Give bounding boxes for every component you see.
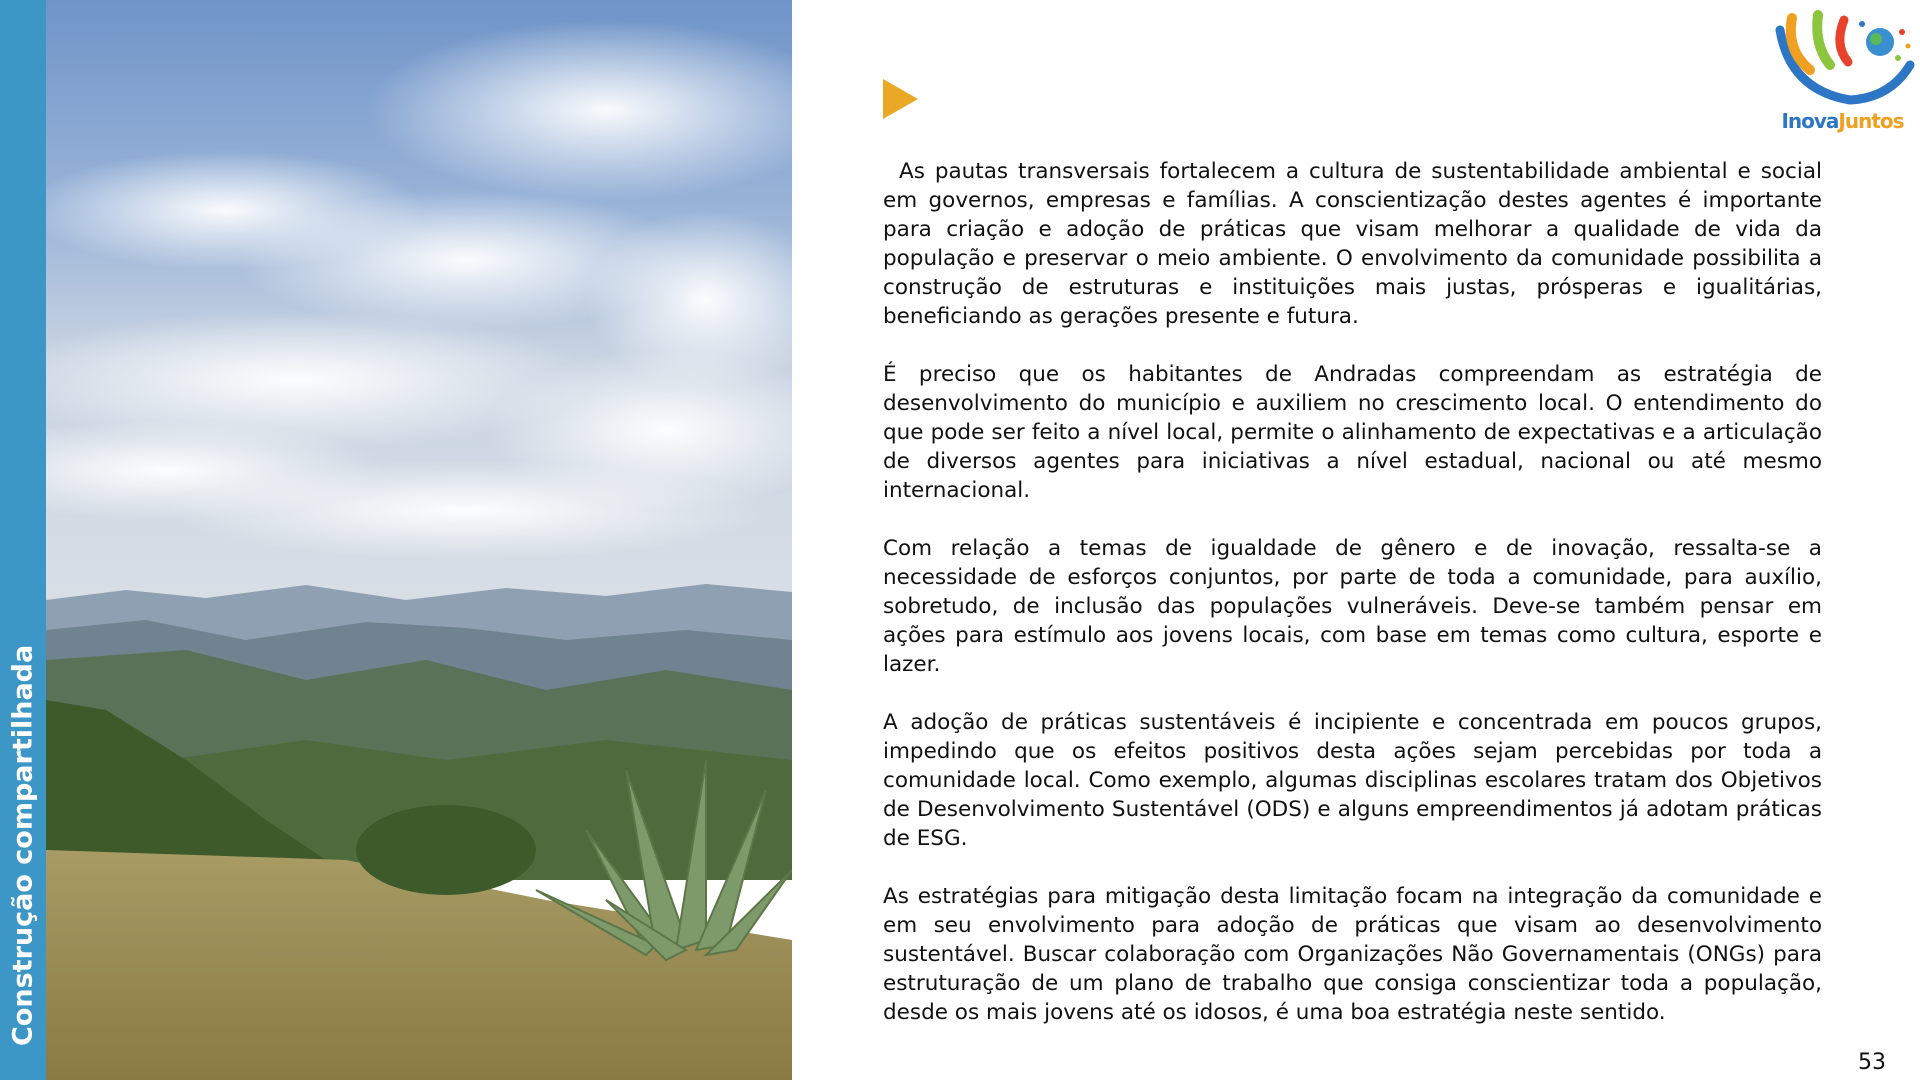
play-arrow-icon	[883, 79, 918, 119]
landscape-photo	[46, 0, 792, 1080]
section-title: Construção compartilhada	[7, 644, 39, 1046]
page-number: 53	[1858, 1050, 1886, 1075]
paragraph: A adoção de práticas sustentáveis é incipiente e concentrada em poucos grupos, impedindo que os efeitos positivos desta ações sejam percebidas por toda a comunidade local. Como exemplo, algumas disciplinas escolares tratam dos Objetivos de Desenvolvimento Sustentável (ODS) e alguns empreendimentos já adotam práticas de ESG.	[883, 710, 1822, 851]
logo-wordmark: InovaJuntos	[1781, 109, 1904, 133]
paragraph: Com relação a temas de igualdade de gênero e de inovação, ressalta-se a necessidade de esforços conjuntos, por parte de toda a comunidade, para auxílio, sobretudo, de inclusão das populações vulneráveis. Deve-se também pensar em ações para estímulo aos jovens locais, com base em temas como cultura, esporte e lazer.	[883, 536, 1822, 677]
inova-juntos-logo	[1770, 10, 1915, 138]
paragraph: É preciso que os habitantes de Andradas compreendam as estratégia de desenvolvimento do município e auxiliem no crescimento local. O entendimento do que pode ser feito a nível local, permite o alinhamento de expectativas e a articulação de diversos agentes para iniciativas a nível estadual, nacional ou até mesmo internacional.	[883, 362, 1822, 503]
body-text	[883, 157, 1822, 1056]
paragraph: As estratégias para mitigação desta limitação focam na integração da comunidade e em seu envolvimento para adoção de práticas que visam ao desenvolvimento sustentável. Buscar colaboração com Organizações Não Governamentais (ONGs) para estruturação de um plano de trabalho que consiga conscientizar toda a população, desde os mais jovens até os idosos, é uma boa estratégia neste sentido.	[883, 884, 1822, 1025]
paragraph: As pautas transversais fortalecem a cultura de sustentabilidade ambiental e social em governos, empresas e famílias. A conscientização destes agentes é importante para criação e adoção de práticas que visam melhorar a qualidade de vida da população e preservar o meio ambiente. O envolvimento da comunidade possibilita a construção de estruturas e instituições mais justas, prósperas e igualitárias, beneficiando as gerações presente e futura.	[883, 159, 1822, 329]
side-bar	[0, 0, 46, 1080]
